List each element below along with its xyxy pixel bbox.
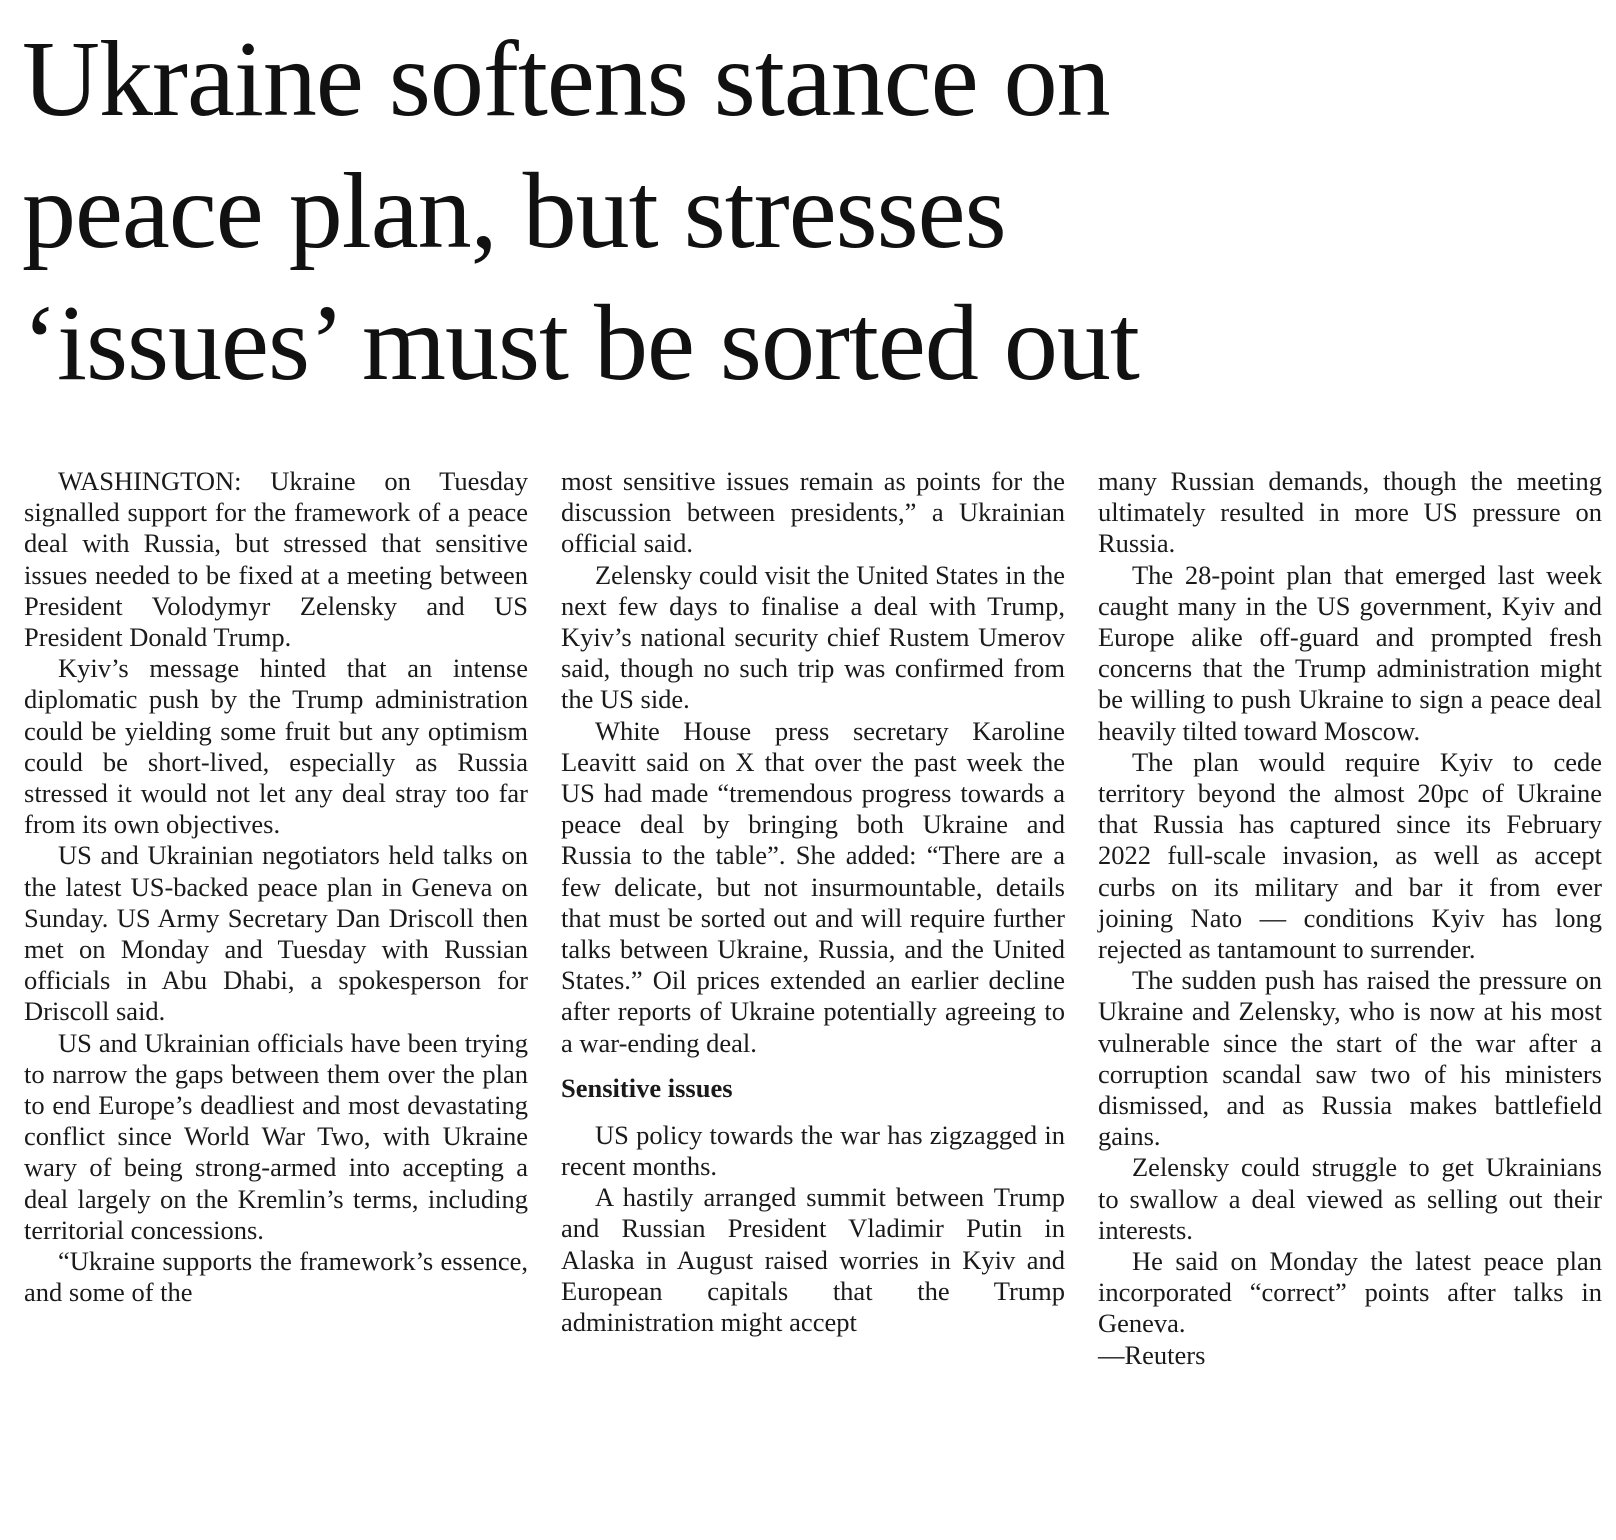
paragraph: He said on Monday the latest peace plan incorporated “correct” points after talks in Geneva. (1098, 1246, 1602, 1339)
paragraph: Kyiv’s message hinted that an intense diplomatic push by the Trump administration could be yielding some fruit but any optimism could be short-lived, especially as Russia stressed it would not let any deal stray too far from its own objectives. (24, 653, 528, 840)
paragraph: US and Ukrainian officials have been trying to narrow the gaps between them over the plan to end Europe’s deadliest and most devastating conflict since World War Two, with Ukraine wary of being strong-armed into accepting a deal largely on the Kremlin’s terms, including territorial concessions. (24, 1027, 528, 1245)
byline: —Reuters (1098, 1339, 1206, 1370)
paragraph: US policy towards the war has zigzagged in recent months. (561, 1119, 1065, 1182)
headline-line-1: Ukraine softens stance on (22, 20, 1110, 139)
headline (22, 14, 1602, 410)
paragraph: Zelensky could struggle to get Ukrainians to swallow a deal viewed as selling out their interests. (1098, 1152, 1602, 1245)
paragraph: WASHINGTON: Ukraine on Tuesday signalled support for the framework of a peace deal with Russia, but stressed that sensitive issues needed to be fixed at a meeting between President Volodymyr Zelensky and US President Donald Trump. (24, 466, 528, 653)
column-2 (561, 466, 1065, 1338)
headline-line-3: ‘issues’ must be sorted out (22, 284, 1139, 403)
paragraph: “Ukraine supports the framework’s essence, and some of the (24, 1246, 528, 1308)
column-1 (24, 466, 528, 1308)
paragraph: many Russian demands, though the meeting ultimately resulted in more US pressure on Russia. (1098, 466, 1602, 559)
subheading: Sensitive issues (561, 1072, 733, 1103)
paragraph: A hastily arranged summit between Trump and Russian President Vladimir Putin in Alaska in August raised worries in Kyiv and European capitals that the Trump administration might accept (561, 1182, 1065, 1338)
paragraph: The plan would require Kyiv to cede territory beyond the almost 20pc of Ukraine that Russia has captured since its February 2022 full-scale invasion, as well as accept curbs on its military and bar it from ever joining Nato — conditions Kyiv has long rejected as tantamount to surrender. (1098, 746, 1602, 965)
paragraph: US and Ukrainian negotiators held talks on the latest US-backed peace plan in Geneva on Sunday. US Army Secretary Dan Driscoll then met on Monday and Tuesday with Russian officials in Abu Dhabi, a spokesperson for Driscoll said. (24, 840, 528, 1027)
headline-line-2: peace plan, but stresses (22, 152, 1006, 271)
paragraph: most sensitive issues remain as points for the discussion between presidents,” a Ukrainian official said. (561, 466, 1065, 559)
paragraph: Zelensky could visit the United States in the next few days to finalise a deal with Trump, Kyiv’s national security chief Rustem Umerov said, though no such trip was confirmed from the US side. (561, 559, 1065, 715)
article-body (24, 466, 1604, 1536)
paragraph: The 28-point plan that emerged last week caught many in the US government, Kyiv and Europe alike off-guard and prompted fresh concerns that the Trump administration might be willing to push Ukraine to sign a peace deal heavily tilted toward Moscow. (1098, 559, 1602, 746)
paragraph: The sudden push has raised the pressure on Ukraine and Zelensky, who is now at his most vulnerable since the start of the war after a corruption scandal saw two of his ministers dismissed, and as Russia makes battlefield gains. (1098, 965, 1602, 1152)
paragraph: White House press secretary Karoline Leavitt said on X that over the past week the US had made “tremendous progress towards a peace deal by bringing both Ukraine and Russia to the table”. She added: “There are a few delicate, but not insurmountable, details that must be sorted out and will require further talks between Ukraine, Russia, and the United States.” Oil prices extended an earlier decline after reports of Ukraine potentially agreeing to a war-ending deal. (561, 715, 1065, 1058)
column-3 (1098, 466, 1602, 1371)
